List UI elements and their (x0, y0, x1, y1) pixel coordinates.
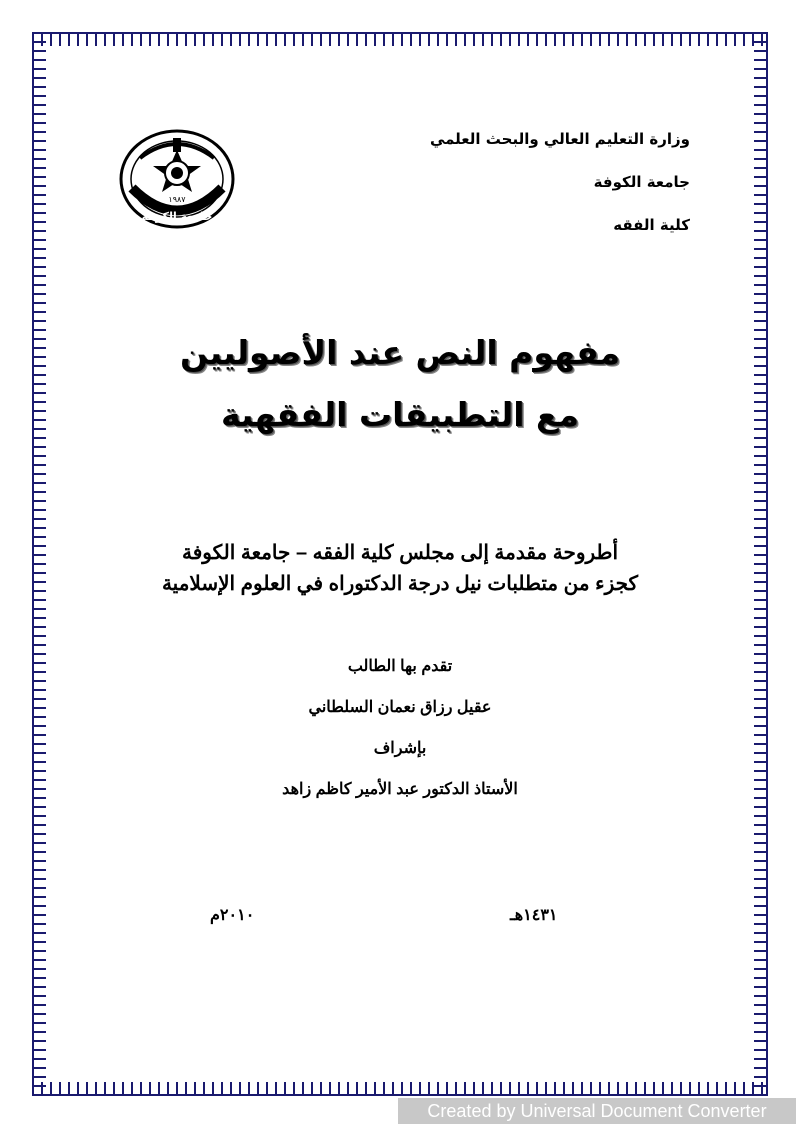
gregorian-date: ٢٠١٠م (210, 907, 255, 924)
hijri-date: ١٤٣١هـ (510, 907, 558, 924)
student-name: عقيل رزاق نعمان السلطاني (308, 699, 492, 716)
university-seal-logo (118, 128, 236, 230)
supervisor-name: الأستاذ الدكتور عبد الأمير كاظم زاهد (282, 781, 518, 798)
submission-statement-line-1: أطروحة مقدمة إلى مجلس كلية الفقه – جامعة الكوفة (181, 542, 618, 564)
university-name: جامعة الكوفة (593, 173, 690, 191)
seal-year: ١٩٨٧ (168, 195, 186, 204)
ministry-name: وزارة التعليم العالي والبحث العلمي (429, 130, 690, 148)
submission-statement-line-2: كجزء من متطلبات نيل درجة الدكتوراه في العلوم الإسلامية (161, 573, 639, 595)
supervision-label: بإشراف (373, 740, 427, 757)
decorative-border-top (32, 32, 768, 46)
converter-watermark: Created by Universal Document Converter (398, 1098, 796, 1124)
faculty-name: كلية الفقه (613, 216, 690, 234)
decorative-border-bottom (32, 1082, 768, 1096)
submitted-by-label: تقدم بها الطالب (347, 658, 453, 675)
seal-text: جامعة الكوفة (141, 210, 213, 223)
thesis-title-line-2: مع التطبيقات الفقهية (221, 395, 579, 434)
thesis-title-line-1: مفهوم النص عند الأصوليين (179, 333, 621, 372)
institution-header (370, 118, 690, 247)
